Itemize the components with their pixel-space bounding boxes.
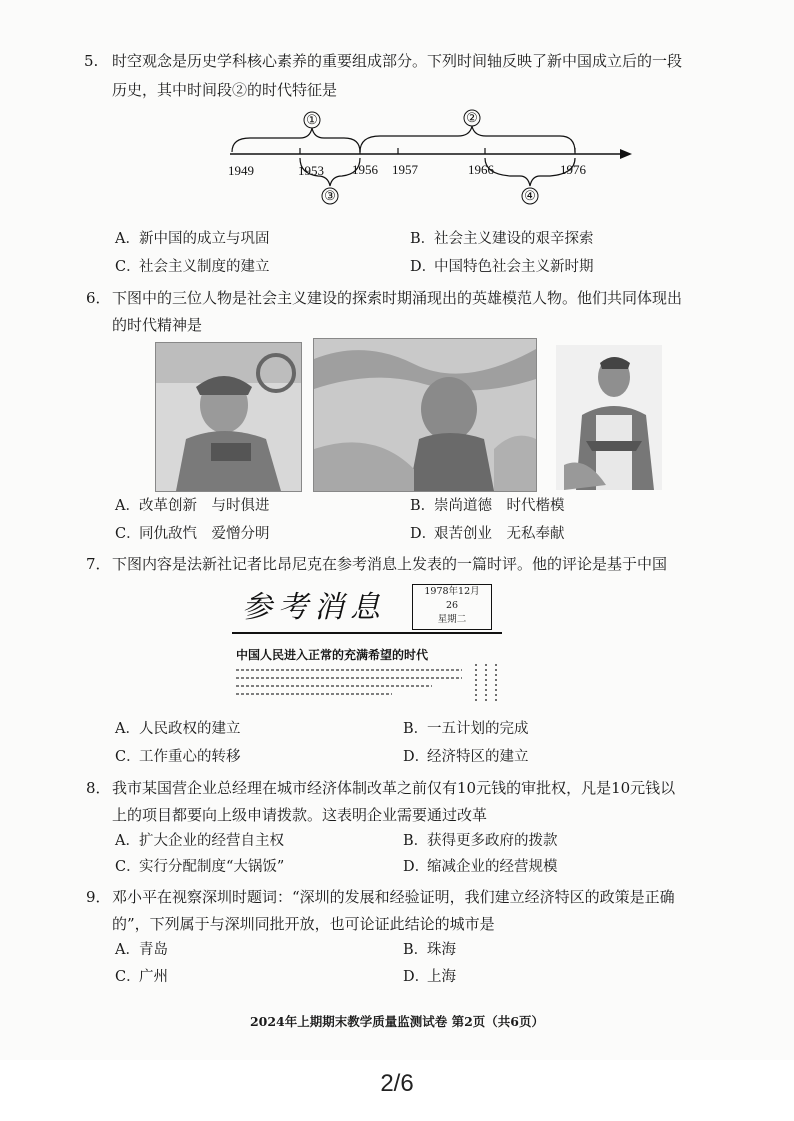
q6-option-d[interactable]: D．艰苦创业 无私奉献 — [410, 526, 565, 542]
q8-option-c[interactable]: C．实行分配制度“大锅饭” — [115, 859, 285, 875]
q9-option-a[interactable]: A．青岛 — [115, 942, 168, 958]
q9-stem-line1: 邓小平在视察深圳时题词：“深圳的发展和经验证明，我们建立经济特区的政策是正确 — [112, 888, 675, 906]
q5-timeline — [220, 108, 640, 216]
q5-number: 5. — [84, 52, 99, 70]
newspaper-rule — [232, 632, 502, 634]
q6-option-a[interactable]: A．改革创新 与时俱进 — [115, 498, 270, 514]
q5-stem-line2: 历史，其中时间段②的时代特征是 — [112, 81, 338, 99]
timeline-year-1966: 1966 — [468, 162, 494, 177]
newspaper-date-line3: 星期二 — [437, 614, 467, 625]
q6-option-b[interactable]: B．崇尚道德 时代楷模 — [410, 498, 565, 514]
page-footer: 2024年上期期末教学质量监测试卷 第2页（共6页） — [249, 1014, 545, 1029]
q7-option-d[interactable]: D．经济特区的建立 — [403, 749, 529, 765]
q7-option-a[interactable]: A．人民政权的建立 — [115, 721, 241, 737]
q8-stem-line1: 我市某国营企业总经理在城市经济体制改革之前仅有10元钱的审批权，凡是10元钱以 — [112, 779, 676, 797]
timeline-year-1949: 1949 — [228, 163, 254, 178]
q5-option-a[interactable]: A．新中国的成立与巩固 — [115, 231, 270, 247]
q5-option-c[interactable]: C．社会主义制度的建立 — [115, 259, 270, 275]
timeline-marker-1: ① — [306, 112, 318, 127]
timeline-year-1957: 1957 — [392, 162, 418, 177]
newspaper-date-box — [412, 584, 492, 630]
newspaper-date-line1: 1978年12月 — [424, 586, 480, 597]
q9-stem-line2: 的”，下列属于与深圳同批开放，也可论证此结论的城市是 — [112, 915, 495, 933]
q7-option-b[interactable]: B．一五计划的完成 — [403, 721, 529, 737]
page-indicator: 2/6 — [380, 1070, 414, 1097]
q6-option-c[interactable]: C．同仇敌忾 爱憎分明 — [115, 526, 270, 542]
q9-option-b[interactable]: B．珠海 — [403, 942, 456, 958]
newspaper-date-line2: 26 — [445, 600, 459, 611]
q8-option-d[interactable]: D．缩减企业的经营规模 — [403, 859, 558, 875]
timeline-year-1956: 1956 — [352, 162, 378, 177]
timeline-year-1953: 1953 — [298, 163, 324, 178]
timeline-marker-4: ④ — [524, 188, 536, 203]
timeline-year-1976: 1976 — [560, 162, 586, 177]
hero-photo-2 — [313, 338, 537, 492]
q6-number: 6． — [86, 289, 111, 307]
timeline-marker-2: ② — [466, 110, 478, 125]
newspaper-body-text — [232, 664, 502, 704]
q7-stem-line1: 下图内容是法新社记者比昂尼克在参考消息上发表的一篇时评。他的评论是基于中国 — [112, 555, 668, 573]
hero-photo-3 — [556, 345, 662, 490]
newspaper-headline: 中国人民进入正常的充满希望的时代 — [236, 648, 429, 662]
q7-number: 7． — [86, 555, 111, 573]
q6-stem-line1: 下图中的三位人物是社会主义建设的探索时期涌现出的英雄模范人物。他们共同体现出 — [112, 289, 683, 307]
q8-number: 8． — [86, 779, 111, 797]
q9-number: 9． — [86, 888, 111, 906]
timeline-marker-3: ③ — [324, 188, 336, 203]
q7-option-c[interactable]: C．工作重心的转移 — [115, 749, 241, 765]
q8-option-a[interactable]: A．扩大企业的经营自主权 — [115, 833, 284, 849]
hero-photo-1 — [155, 342, 302, 492]
newspaper-clipping — [232, 580, 502, 705]
q6-stem-line2: 的时代精神是 — [112, 316, 203, 334]
q8-stem-line2: 上的项目都要向上级申请拨款。这表明企业需要通过改革 — [112, 806, 488, 824]
q5-option-d[interactable]: D．中国特色社会主义新时期 — [410, 259, 594, 275]
q9-option-c[interactable]: C．广州 — [115, 969, 168, 985]
newspaper-masthead: 参考消息 — [242, 590, 386, 625]
q5-option-b[interactable]: B．社会主义建设的艰辛探索 — [410, 231, 594, 247]
q5-stem-line1: 时空观念是历史学科核心素养的重要组成部分。下列时间轴反映了新中国成立后的一段 — [112, 52, 683, 70]
q8-option-b[interactable]: B．获得更多政府的拨款 — [403, 833, 558, 849]
q9-option-d[interactable]: D．上海 — [403, 969, 456, 985]
